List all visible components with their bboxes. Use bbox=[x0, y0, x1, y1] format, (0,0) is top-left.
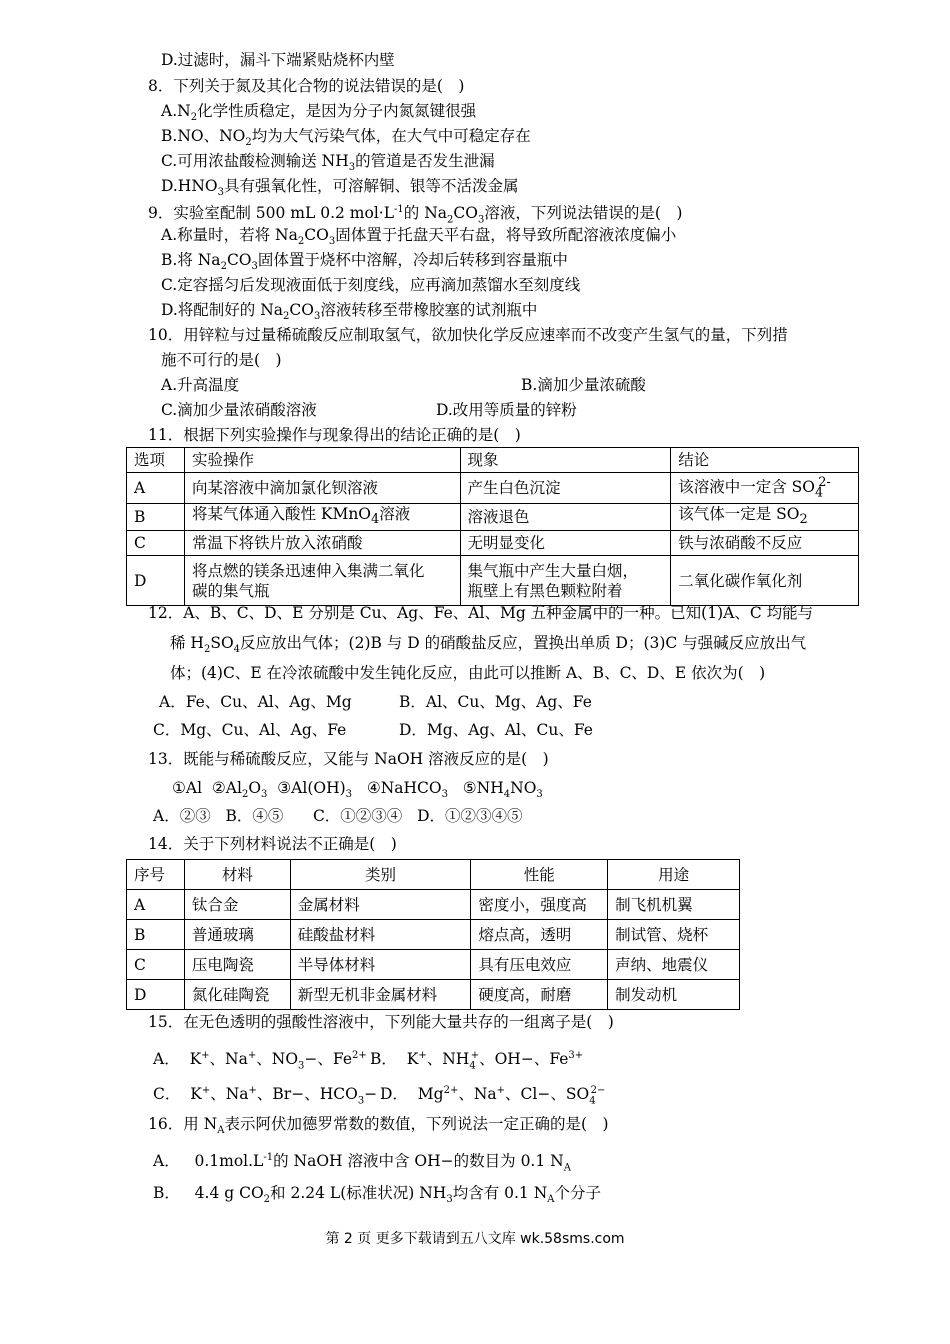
cell-category: 新型无机非金属材料 bbox=[290, 980, 471, 1010]
q12-option-b: B．Al、Cu、Mg、Ag、Fe bbox=[399, 693, 592, 711]
header-material: 材料 bbox=[184, 860, 290, 890]
cell-material: 氮化硅陶瓷 bbox=[184, 980, 290, 1010]
q13-stem: 13．既能与稀硫酸反应，又能与 NaOH 溶液反应的是( ) bbox=[148, 750, 549, 768]
header-phenomenon: 现象 bbox=[460, 448, 671, 473]
cell-property: 具有压电效应 bbox=[471, 950, 608, 980]
q8-option-a: $A.N_2$化学性质稳定，是因为分子内氮氮键很强 bbox=[161, 102, 477, 124]
q8-stem: 8．下列关于氮及其化合物的说法错误的是( ) bbox=[148, 77, 465, 95]
cell-index: D bbox=[127, 980, 185, 1010]
cell-option: A bbox=[127, 473, 185, 504]
q10-option-b: B.滴加少量浓硫酸 bbox=[521, 376, 646, 394]
header-index: 序号 bbox=[127, 860, 185, 890]
cell-option: C bbox=[127, 531, 185, 556]
header-category: 类别 bbox=[290, 860, 471, 890]
header-conclusion: 结论 bbox=[671, 448, 859, 473]
q13-options: A．②③ B．④⑤ C．①②③④ D．①②③④⑤ bbox=[153, 807, 523, 825]
q10-option-c: C.滴加少量浓硝酸溶液 bbox=[161, 401, 317, 419]
q9-option-c: C.定容摇匀后发现液面低于刻度线，应再滴加蒸馏水至刻度线 bbox=[161, 276, 581, 294]
cell-property: 熔点高，透明 bbox=[471, 920, 608, 950]
q12-stem-line3: 体；(4)C、E 在冷浓硫酸中发生钝化反应，由此可以推断 A、B、C、D、E 依次为( ) bbox=[170, 664, 766, 682]
cell-operation: 向某溶液中滴加氯化钡溶液 bbox=[184, 473, 460, 504]
q12-option-d: D．Mg、Ag、Al、Cu、Fe bbox=[399, 721, 593, 739]
cell-use: 制试管、烧杯 bbox=[608, 920, 740, 950]
table-row bbox=[127, 556, 859, 606]
q11-stem: 11．根据下列实验操作与现象得出的结论正确的是( ) bbox=[148, 426, 521, 444]
cell-category: 金属材料 bbox=[290, 890, 471, 920]
cell-use: 制飞机机翼 bbox=[608, 890, 740, 920]
q8-option-c: C.可用浓盐酸检测输送 $NH_3$的管道是否发生泄漏 bbox=[161, 152, 495, 174]
q10-stem-line1: 10．用锌粒与过量稀硫酸反应制取氢气，欲加快化学反应速率而不改变产生氢气的量，下列措 bbox=[148, 326, 788, 344]
cell-phenomenon: 无明显变化 bbox=[460, 531, 671, 556]
page-footer: 第 2 页 更多下载请到五八文库 wk.58sms.com bbox=[325, 1231, 625, 1247]
q10-option-d: D.改用等质量的锌粉 bbox=[436, 401, 577, 419]
q10-option-a: A.升高温度 bbox=[161, 376, 240, 394]
cell-conclusion: 该溶液中一定含 $SO_4^{2-}$ bbox=[671, 473, 859, 504]
header-property: 性能 bbox=[471, 860, 608, 890]
q15-option-b: B． K+、$NH_4^+$、OH−、$Fe^{3+}$ bbox=[370, 1050, 584, 1072]
q12-option-a: A．Fe、Cu、Al、Ag、Mg bbox=[159, 693, 352, 711]
cell-operation: 将点燃的镁条迅速伸入集满二氧化 碳的集气瓶 bbox=[184, 556, 460, 606]
header-operation: 实验操作 bbox=[184, 448, 460, 473]
cell-index: A bbox=[127, 890, 185, 920]
cell-phenomenon: 产生白色沉淀 bbox=[460, 473, 671, 504]
table-header-row bbox=[127, 860, 740, 890]
cell-index: B bbox=[127, 920, 185, 950]
cell-property: 硬度高，耐磨 bbox=[471, 980, 608, 1010]
q12-stem-line1: 12．A、B、C、D、E 分别是 Cu、Ag、Fe、Al、Mg 五种金属中的一种。已知(1)A、C 均能与 bbox=[148, 604, 814, 622]
q12-stem-line2: 稀 $H_2SO_4$反应放出气体；(2)B 与 D 的硝酸盐反应，置换出单质 D；(3)C 与强碱反应放出气 bbox=[170, 634, 807, 656]
q8-option-b: B.NO、$NO_2$均为大气污染气体，在大气中可稳定存在 bbox=[161, 127, 531, 149]
cell-conclusion: 该气体一定是 $SO_2$ bbox=[671, 504, 859, 531]
q15-option-c: C． K+、Na+、Br−、$HCO_3-$ bbox=[153, 1085, 378, 1107]
q15-option-a: A． K+、Na+、$NO_3-$、$Fe^{2+}$ bbox=[153, 1050, 367, 1072]
q14-table bbox=[126, 859, 740, 1010]
table-row bbox=[127, 890, 740, 920]
cell-use: 制发动机 bbox=[608, 980, 740, 1010]
header-option: 选项 bbox=[127, 448, 185, 473]
cell-material: 普通玻璃 bbox=[184, 920, 290, 950]
q9-stem: 9．实验室配制 500 mL 0.2 $mol\cdot L^{-1}$的 $Na_2CO_3$溶液，下列说法错误的是( ) bbox=[148, 204, 683, 226]
cell-conclusion: 二氧化碳作氧化剂 bbox=[671, 556, 859, 606]
cell-index: C bbox=[127, 950, 185, 980]
q12-option-c: C．Mg、Cu、Al、Ag、Fe bbox=[153, 721, 347, 739]
q7-option-d: D.过滤时，漏斗下端紧贴烧杯内壁 bbox=[161, 51, 395, 69]
cell-use: 声纳、地震仪 bbox=[608, 950, 740, 980]
q15-option-d: D． $Mg^{2+}$、Na+、Cl−、$SO_4^{2-}$ bbox=[380, 1085, 606, 1107]
q9-option-d: D.将配制好的 $Na_2CO_3$溶液转移至带橡胶塞的试剂瓶中 bbox=[161, 301, 538, 323]
q16-option-a: A． $0.1mol.L^{-1}$的 NaOH 溶液中含 OH−的数目为 0.1 $N_A$ bbox=[153, 1152, 571, 1174]
cell-operation: 常温下将铁片放入浓硝酸 bbox=[184, 531, 460, 556]
cell-property: 密度小，强度高 bbox=[471, 890, 608, 920]
q10-stem-line2: 施不可行的是( ) bbox=[161, 351, 282, 369]
table-row bbox=[127, 920, 740, 950]
header-use: 用途 bbox=[608, 860, 740, 890]
table-row bbox=[127, 531, 859, 556]
cell-phenomenon: 集气瓶中产生大量白烟， 瓶壁上有黑色颗粒附着 bbox=[460, 556, 671, 606]
cell-material: 钛合金 bbox=[184, 890, 290, 920]
table-header-row bbox=[127, 448, 859, 473]
table-row bbox=[127, 950, 740, 980]
table-row bbox=[127, 504, 859, 531]
q16-option-b: B． 4.4 g $CO_2$和 2.24 L(标准状况) $NH_3$均含有 0.1 $N_A$个分子 bbox=[153, 1184, 602, 1206]
q9-option-b: B.将 $Na_2CO_3$固体置于烧杯中溶解，冷却后转移到容量瓶中 bbox=[161, 251, 568, 273]
cell-category: 半导体材料 bbox=[290, 950, 471, 980]
cell-option: D bbox=[127, 556, 185, 606]
cell-conclusion: 铁与浓硝酸不反应 bbox=[671, 531, 859, 556]
q8-option-d: $D.HNO_3$具有强氧化性，可溶解铜、银等不活泼金属 bbox=[161, 177, 519, 199]
q11-table bbox=[126, 447, 859, 606]
q13-items: ①Al $②Al_2O_3$ $③Al(OH)_3$ ④NaHCO$_3$ $⑤NH_4NO_3$ bbox=[172, 779, 543, 801]
table-row bbox=[127, 473, 859, 504]
cell-phenomenon: 溶液退色 bbox=[460, 504, 671, 531]
cell-operation: 将某气体通入酸性 KMnO$_4$溶液 bbox=[184, 504, 460, 531]
cell-material: 压电陶瓷 bbox=[184, 950, 290, 980]
table-row bbox=[127, 980, 740, 1010]
q16-stem: 16．用 $N_A$表示阿伏加德罗常数的数值，下列说法一定正确的是( ) bbox=[148, 1115, 609, 1137]
q9-option-a: A.称量时，若将 $Na_2CO_3$固体置于托盘天平右盘，将导致所配溶液浓度偏小 bbox=[161, 226, 677, 248]
cell-option: B bbox=[127, 504, 185, 531]
cell-category: 硅酸盐材料 bbox=[290, 920, 471, 950]
q14-stem: 14．关于下列材料说法不正确是( ) bbox=[148, 835, 397, 853]
q15-stem: 15．在无色透明的强酸性溶液中，下列能大量共存的一组离子是( ) bbox=[148, 1013, 614, 1031]
